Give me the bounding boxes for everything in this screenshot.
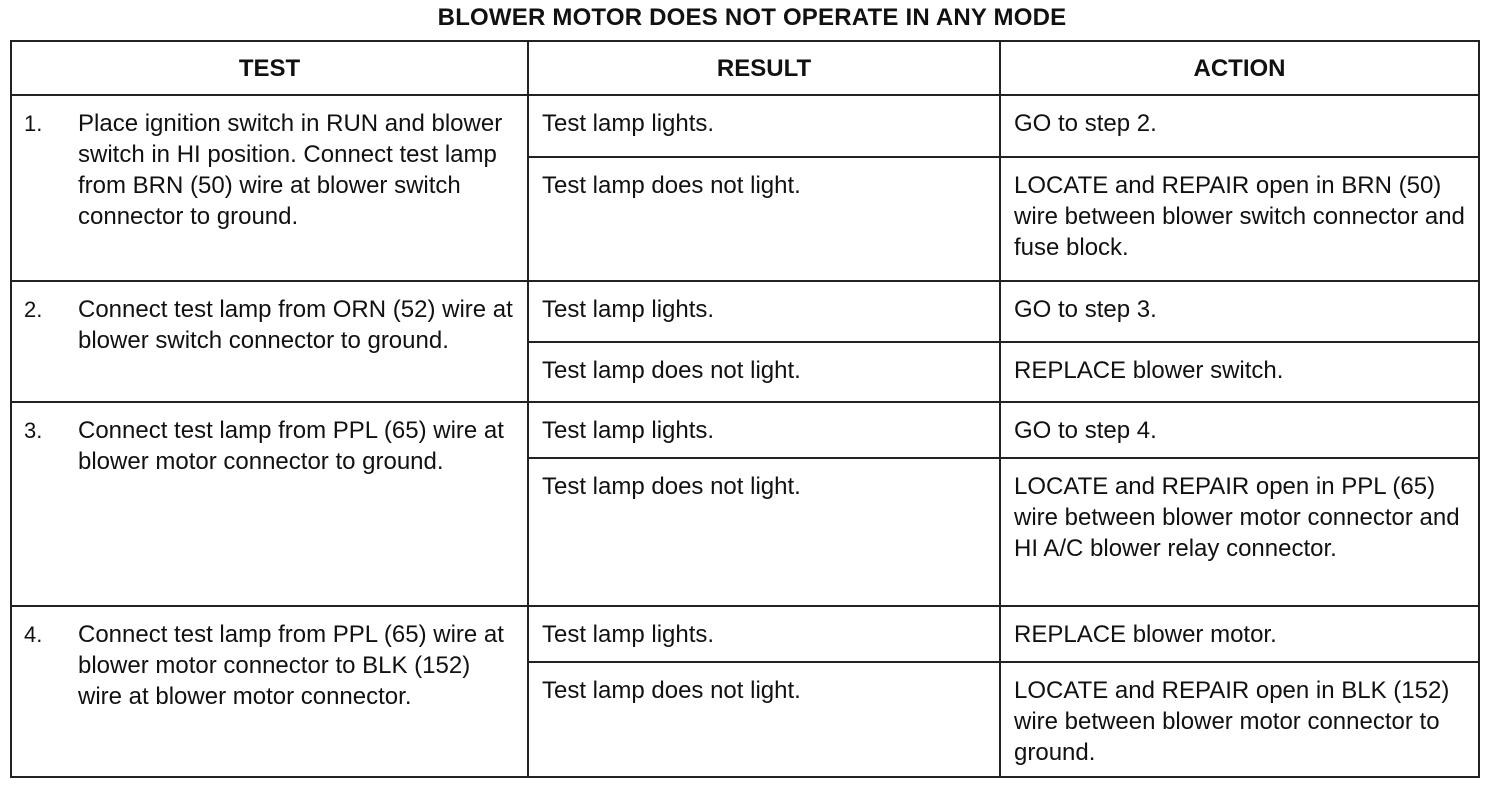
step-number: 2. [24,297,43,322]
result-cell: Test lamp does not light. [528,458,1000,606]
diagnostic-table [10,40,1480,778]
table-row [11,95,1479,157]
result-cell: Test lamp does not light. [528,342,1000,402]
action-cell: REPLACE blower motor. [1000,606,1479,662]
step-description: Place ignition switch in RUN and blower switch in HI position. Connect test lamp from BRN (50) wire at blower switch connector to ground. [78,110,503,230]
header-test: TEST [11,41,528,95]
step-number: 4. [24,622,43,647]
action-cell: LOCATE and REPAIR open in PPL (65) wire between blower motor connector and HI A/C blower relay connector. [1000,458,1479,606]
action-cell: LOCATE and REPAIR open in BLK (152) wire between blower motor connector to ground. [1000,662,1479,777]
test-cell [11,95,528,281]
action-cell: GO to step 3. [1000,281,1479,342]
action-cell: GO to step 4. [1000,402,1479,458]
test-cell [11,606,528,777]
action-cell: LOCATE and REPAIR open in BRN (50) wire between blower switch connector and fuse block. [1000,157,1479,281]
test-cell [11,281,528,402]
result-cell: Test lamp lights. [528,95,1000,157]
test-cell [11,402,528,606]
step-number: 3. [24,418,43,443]
table-row [11,402,1479,458]
result-cell: Test lamp does not light. [528,157,1000,281]
step-description: Connect test lamp from ORN (52) wire at blower switch connector to ground. [78,296,513,354]
result-cell: Test lamp does not light. [528,662,1000,777]
action-cell: REPLACE blower switch. [1000,342,1479,402]
header-action: ACTION [1000,41,1479,95]
page-title: BLOWER MOTOR DOES NOT OPERATE IN ANY MODE [437,4,1067,31]
header-result: RESULT [528,41,1000,95]
table-row [11,606,1479,662]
result-cell: Test lamp lights. [528,402,1000,458]
step-number: 1. [24,111,43,136]
table-row [11,281,1479,342]
step-description: Connect test lamp from PPL (65) wire at blower motor connector to BLK (152) wire at blower motor connector. [78,621,504,710]
result-cell: Test lamp lights. [528,281,1000,342]
header-row [11,41,1479,95]
step-description: Connect test lamp from PPL (65) wire at blower motor connector to ground. [78,417,504,475]
result-cell: Test lamp lights. [528,606,1000,662]
action-cell: GO to step 2. [1000,95,1479,157]
